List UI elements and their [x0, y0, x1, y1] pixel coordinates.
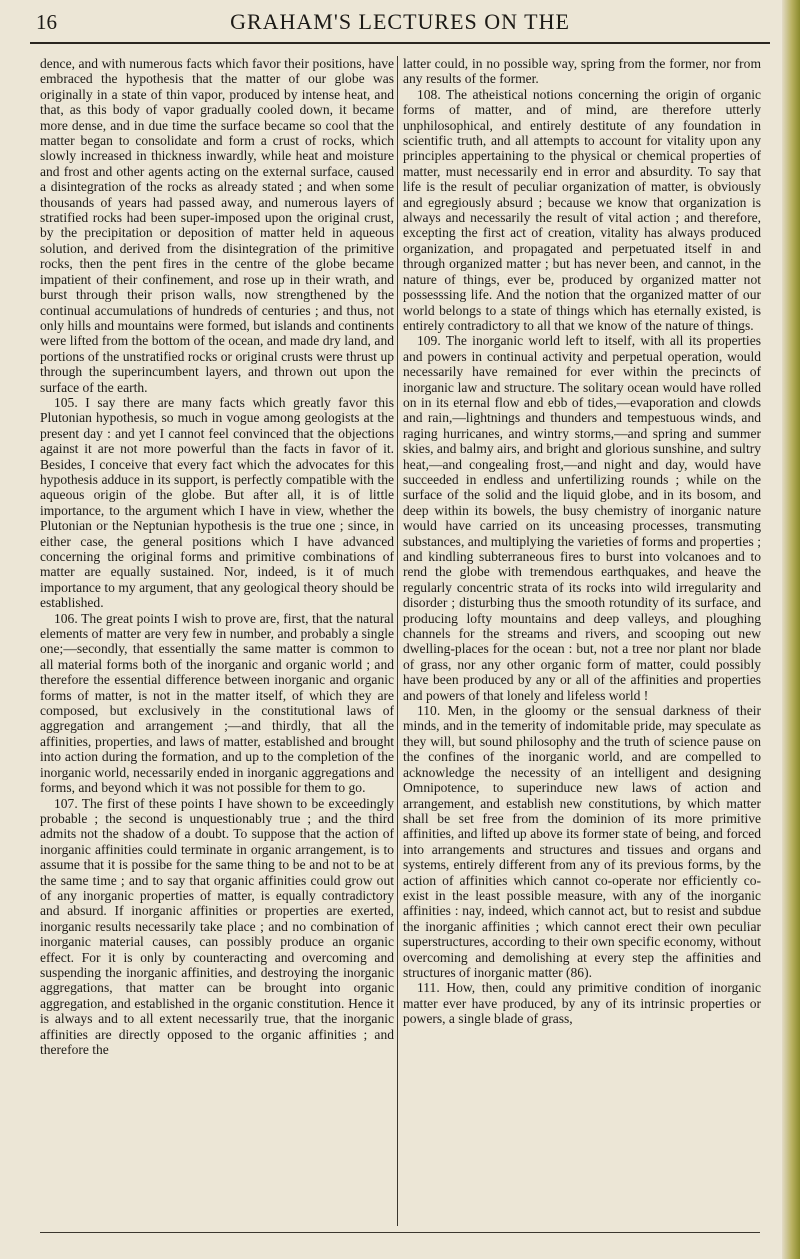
- book-spine-edge: [782, 0, 800, 1259]
- paragraph: 106. The great points I wish to prove are, first, that the natural elements of matter are very few in number, and probably a single one;—secondly, that essentially the same matter is common to all material forms both of the inorganic and organic world ; and therefore the essential difference between inorganic and organic forms of matter, is not in the matter itself, of which they are composed, but exclusively in the constitutional laws of aggregation and arrangement ;—and thirdly, that all the affinities, properties, and laws of matter, established and brought into action during the formation, and up to the completion of the inorganic world, necessarily ended in inorganic aggregations and forms, and beyond which it was not possible for them to go.: [40, 610, 394, 796]
- paragraph: 110. Men, in the gloomy or the sensual darkness of their minds, and in the temerity of indomitable pride, may speculate as they will, but sound philosophy and the truth of science pause on the confines of the inorganic world, and are compelled to acknowledge the necessity of an intelligent and designing Omnipotence, to superinduce new laws of action and arrangement, and establish new constitutions, by which matter shall be set free from the dominion of its more primitive affinities, and lifted up above its former state of being, and forced into arrangements and structures and tissues and organs and systems, entirely different from any of its previous forms, by the action of affinities which cannot co-operate nor efficiently co-exist in the least possible measure, with any of the inorganic affinities : nay, indeed, which cannot act, but to resist and subdue the inorganic affinities ; which cannot erect their own peculiar superstructures, according to their own specific economy, without overcoming and demolishing at every step the affinities and structures of inorganic matter (86).: [403, 703, 761, 980]
- column-divider: [397, 56, 398, 1226]
- page-header: [30, 0, 770, 44]
- paragraph: 109. The inorganic world left to itself, with all its properties and powers in continual activity and perpetual operation, would necessarily have remained for ever within the precincts of inorganic law and structure. The solitary ocean would have rolled on in its eternal flow and ebb of tides,—evaporation and clowds and rain,—lightnings and thunders and tempestuous winds, and raging hurricanes, and wintry storms,—and spring and summer skies, and balmy airs, and bright and glorious sunshine, and sultry heat,—and congealing frost,—and night and day, would have succeeded in endless and unfertilizing rounds ; while on the surface of the solid and the liquid globe, and in its bosom, and deep within its bowels, the busy chemistry of inorganic nature would have carried on its unceasing processes, transmuting substances, and multiplying the varieties of forms and properties ; and kindling subterraneous fires to burst into volcanoes and to rend the globe with tremendous earthquakes, and heave the regularly concentric strata of its rocks into wild irregularity and disorder ; disturbing thus the smooth rotundity of its surface, and producing lofty mountains and deep valleys, and ploughing channels for the streams and rivers, and scooping out new dwelling-places for the ocean : but, not a tree nor plant nor blade of grass, nor any other organic form of matter, could possibly have been produced by any or all of the affinities and properties and powers of that lonely and lifeless world !: [403, 333, 761, 703]
- paragraph: 108. The atheistical notions concerning the origin of organic forms of matter, and of mind, are therefore utterly unphilosophical, and entirely destitute of any foundation in scientific truth, and all attempts to account for vitality upon any principles appertaining to the physical or chemical properties of matter, must necessarily end in error and absurdity. To say that life is the result of peculiar organization of matter, is obviously and egregiously absurd ; because we know that organization is always and necessarily the result of vital action ; and therefore, excepting the first act of creation, vitality has always produced organization, and propagated and perpetuated itself in and through organized matter ; but has never been, and cannot, in the nature of things, ever be, produced by organized matter not possesssing life. And the notion that the organized matter of our world belongs to a state of things which has eternally existed, is entirely contradictory to all that we know of the nature of things.: [403, 86, 761, 333]
- left-column: [40, 56, 394, 1227]
- footer-rule: [40, 1232, 760, 1233]
- paragraph: 107. The first of these points I have shown to be exceedingly probable ; the second is unquestionably true ; and the third admits not the shadow of a doubt. To suppose that the action of inorganic affinities could terminate in organic arrangement, is to assume that it is possibe for the same thing to be and not to be at the same time ; and to say that organic affinities could grow out of any inorganic properties of matter, is equally contradictory and absurd. If inorganic affinities or properties are exerted, inorganic results necessarily take place ; and no combination of inorganic material causes, can possibly produce an organic effect. For it is only by counteracting and overcoming and suspending the inorganic affinities, and destroying the inorganic aggregations, that matter can be brought into organic aggregation, and established in the organic constitution. Hence it is always and to all extent necessarily true, that the inorganic affinities are directly opposed to the organic affinities ; and therefore the: [40, 795, 394, 1057]
- paragraph: latter could, in no possible way, spring from the former, nor from any results of the former.: [403, 56, 761, 87]
- right-column: [403, 56, 761, 1227]
- paragraph: 105. I say there are many facts which greatly favor this Plutonian hypothesis, so much in vogue among geologists at the present day : and yet I cannot feel convinced that the objections against it are not more powerful than the facts in favor of it. Besides, I conceive that every fact which the advocates for this hypothesis adduce in its support, is perfectly compatible with the aqueous origin of the globe. But after all, it is of little importance, to the argument which I have in view, whether the Plutonian or the Neptunian hypothesis is the true one ; since, in either case, the general positions which I have advanced concerning the original forms and primitive combinations of matter are equally sustained. Nor, indeed, is it of much importance to my argument, that any geological theory should be established.: [40, 394, 394, 611]
- paragraph: dence, and with numerous facts which favor their positions, have embraced the hypothesis that the matter of our globe was originally in a state of thin vapor, produced by intense heat, and that, as this body of vapor gradually cooled down, it became more dense, and in due time the surface became so cool that the matter began to consolidate and form a crust of rocks, which slowly increased in thickness inwardly, while heat and moisture and frost and other agents acting on the external surface, caused a disintegration of the rocks as already stated ; and when some thousands of years had passed away, and numerous layers of stratified rocks had been super-imposed upon the original crust, by the precipitation or deposition of matter held in aqueous solution, and derived from the disintegration of the primitive rocks, then the pent fires in the centre of the globe became impatient of their confinement, and rose up in their wrath, and burst through their prison walls, now strengthened by the continual accumulations of hundreds of centuries ; and thus, not only hills and mountains were formed, but islands and continents were lifted from the bottom of the ocean, and made dry land, and portions of the unstratified rocks or original crusts were thrust up through the superincumbent layers, and thrown out upon the surface of the earth.: [40, 56, 394, 395]
- page-number: 16: [36, 10, 57, 34]
- running-title: GRAHAM'S LECTURES ON THE: [230, 9, 570, 34]
- paragraph: 111. How, then, could any primitive condition of inorganic matter ever have produced, by any of its intrinsic properties or powers, a single blade of grass,: [403, 980, 761, 1027]
